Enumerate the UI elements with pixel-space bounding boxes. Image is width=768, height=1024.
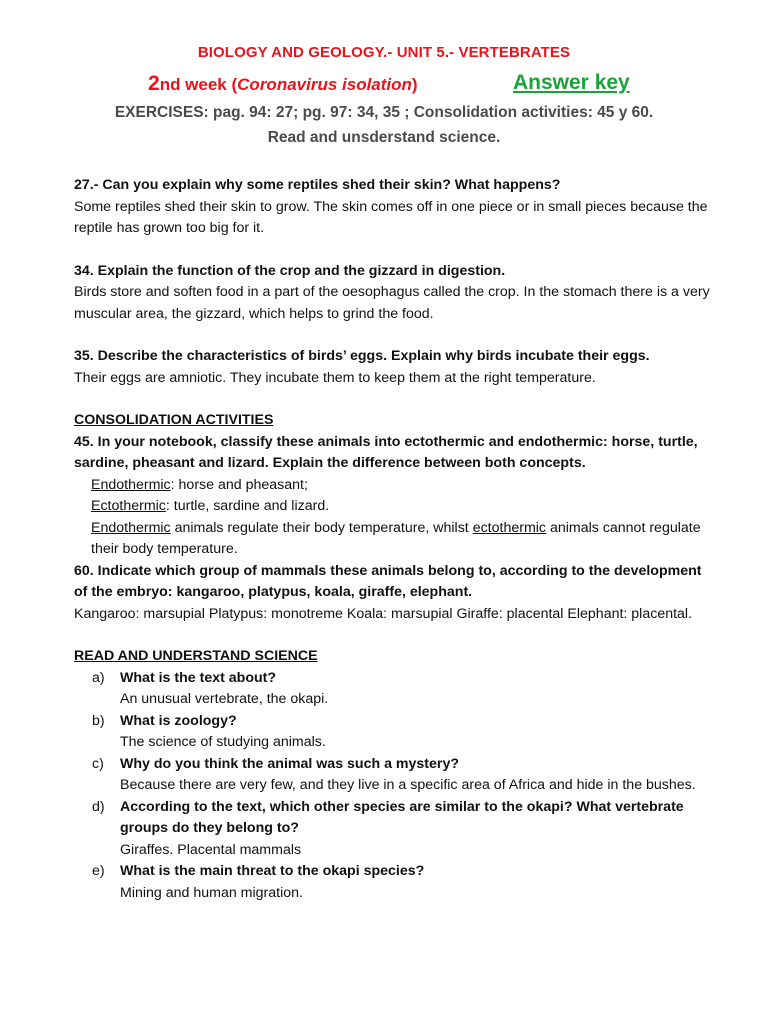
- exercises-line: EXERCISES: pag. 94: 27; pg. 97: 34, 35 ; Consolidation activities: 45 y 60.: [114, 104, 654, 121]
- endothermic-list: : horse and pheasant;: [170, 476, 308, 493]
- question-34: 34. Explain the function of the crop and the gizzard in digestion.: [74, 262, 506, 279]
- item-letter: e): [92, 863, 105, 879]
- item-question: Why do you think the animal was such a mystery?: [120, 755, 460, 772]
- question-45: 45. In your notebook, classify these animals into ectothermic and endothermic: horse, turtle, sardine, pheasant and lizard. Explain the difference between both concepts.: [74, 433, 698, 471]
- list-item: [74, 754, 714, 776]
- week-close: ): [411, 75, 418, 94]
- item-question: What is the text about?: [120, 669, 277, 686]
- difference-text-1: animals regulate their body temperature, whilst: [170, 519, 473, 536]
- answer-45-endothermic: [74, 475, 714, 497]
- endothermic-term: Endothermic: [91, 476, 171, 493]
- question-35: 35. Describe the characteristics of birds’ eggs. Explain why birds incubate their eggs.: [74, 348, 650, 364]
- list-item: [74, 668, 714, 690]
- item-letter: d): [92, 798, 105, 815]
- item-answer: Giraffes. Placental mammals: [120, 841, 302, 858]
- question-27: 27.- Can you explain why some reptiles shed their skin? What happens?: [74, 177, 561, 193]
- item-letter: a): [92, 669, 105, 686]
- item-answer: The science of studying animals.: [120, 734, 326, 750]
- week-subtitle: [148, 72, 418, 96]
- item-letter: c): [92, 755, 104, 772]
- item-answer: Mining and human migration.: [120, 884, 303, 901]
- answer-27: Some reptiles shed their skin to grow. The skin comes off in one piece or in small pieces because the reptile has grown too big for it.: [74, 198, 708, 236]
- list-item: [74, 797, 714, 840]
- consolidation-heading: CONSOLIDATION ACTIVITIES: [74, 412, 274, 428]
- week-text: nd week (: [159, 75, 238, 94]
- list-item: [74, 711, 714, 733]
- ectothermic-list: : turtle, sardine and lizard.: [165, 498, 330, 514]
- difference-text-2: animals cannot regulate their body temperature.: [91, 519, 701, 557]
- ectothermic-term: Ectothermic: [91, 498, 166, 514]
- week-italic: Coronavirus isolation: [237, 75, 412, 94]
- item-answer: An unusual vertebrate, the okapi.: [120, 691, 329, 707]
- list-item: [74, 861, 714, 883]
- answer-34: Birds store and soften food in a part of the oesophagus called the crop. In the stomach there is a very muscular area, the gizzard, which helps to grind the food.: [74, 284, 710, 322]
- item-letter: b): [92, 712, 105, 729]
- week-number: 2: [148, 72, 160, 95]
- document-body: [74, 175, 714, 904]
- answer-key-label: Answer key: [513, 71, 630, 94]
- answer-35: Their eggs are amniotic. They incubate them to keep them at the right temperature.: [74, 369, 596, 386]
- answer-45-ectothermic: [74, 496, 714, 518]
- document-title: BIOLOGY AND GEOLOGY.- UNIT 5.- VERTEBRATES: [197, 44, 571, 61]
- difference-ecto-term: ectothermic: [472, 519, 547, 536]
- read-science-heading: READ AND UNDERSTAND SCIENCE: [74, 648, 318, 664]
- read-line: Read and unsderstand science.: [267, 129, 501, 146]
- item-question: According to the text, which other species are similar to the okapi? What vertebrate groups do they belong to?: [120, 798, 684, 836]
- question-60: 60. Indicate which group of mammals these animals belong to, according to the development of the embryo: kangaroo, platypus, koala, giraffe, elephant.: [74, 562, 702, 600]
- item-question: What is the main threat to the okapi species?: [120, 863, 425, 879]
- answer-45-difference: [74, 518, 714, 561]
- answer-60: Kangaroo: marsupial Platypus: monotreme Koala: marsupial Giraffe: placental Elephant: placental.: [74, 605, 693, 622]
- read-science-list: [74, 668, 714, 905]
- item-answer: Because there are very few, and they live in a specific area of Africa and hide in the bushes.: [120, 777, 696, 793]
- difference-endo-term: Endothermic: [91, 519, 171, 536]
- item-question: What is zoology?: [120, 712, 237, 729]
